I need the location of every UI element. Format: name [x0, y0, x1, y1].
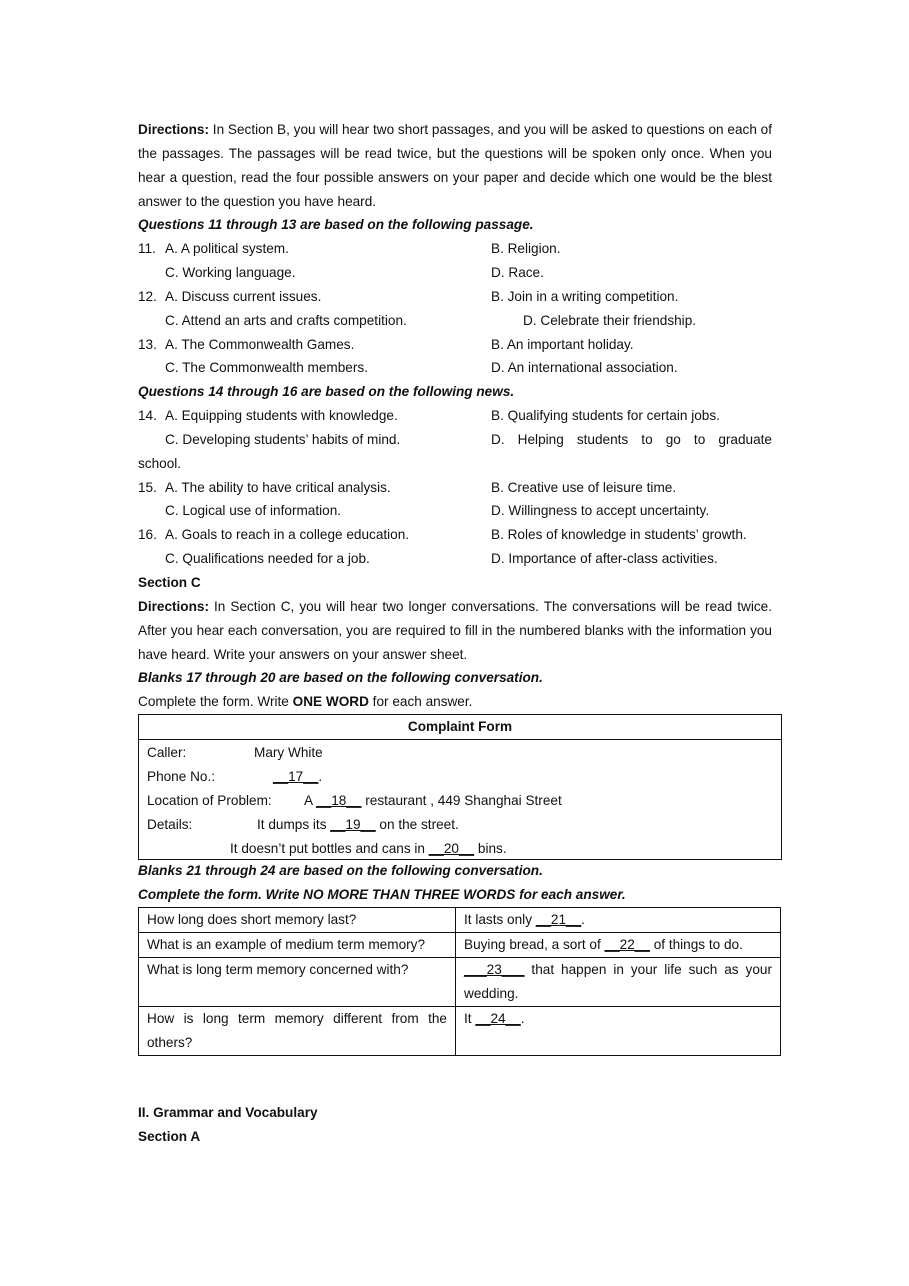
- complaint-form-title: Complaint Form: [139, 715, 781, 740]
- question-cell: What is an example of medium term memory?: [139, 933, 456, 958]
- part-2-section-a: Section A: [138, 1129, 201, 1144]
- part-2-heading: II. Grammar and Vocabulary: [138, 1105, 318, 1120]
- location-value: [304, 789, 562, 813]
- details2-pre: It doesn’t put bottles and cans in: [230, 841, 429, 856]
- question-15-cd: [138, 499, 772, 523]
- option-a: A. Discuss current issues.: [165, 289, 322, 304]
- caller-label: Caller:: [147, 745, 187, 760]
- question-15: [138, 476, 772, 500]
- question-16: [138, 523, 772, 547]
- question-16-cd: [138, 547, 772, 571]
- blank-20: __20__: [428, 841, 475, 856]
- option-a: A. A political system.: [165, 241, 289, 256]
- answer-post: of things to do.: [649, 937, 743, 952]
- blank-19: __19__: [330, 817, 376, 832]
- question-11-cd: [138, 261, 772, 285]
- option-a: A. The Commonwealth Games.: [165, 337, 355, 352]
- question-13-cd: [138, 356, 772, 380]
- option-b: B. Roles of knowledge in students’ growth.: [491, 527, 747, 542]
- table-row: [139, 908, 781, 933]
- option-c: C. Qualifications needed for a job.: [165, 551, 370, 566]
- location-pre: A: [304, 793, 317, 808]
- table-row: [139, 1007, 781, 1056]
- form-instruction-1: [138, 690, 472, 714]
- blank-18: __18__: [316, 793, 362, 808]
- blank-24: __24__: [475, 1011, 521, 1026]
- question-13: [138, 333, 772, 357]
- group1-title: Questions 11 through 13 are based on the following passage.: [138, 217, 534, 232]
- group2-title: Questions 14 through 16 are based on the following news.: [138, 384, 515, 399]
- question-number: 11.: [138, 241, 156, 256]
- answer-cell: [456, 1007, 781, 1056]
- directions-text: In Section C, you will hear two longer conversations. The conversations will be read twice. After you hear each conversation, you are required to fill in the numbered blanks with the information you have heard. Write your answers on your answer sheet.: [138, 599, 772, 662]
- blank-23: ___23___: [464, 962, 525, 977]
- question-number: 12.: [138, 289, 157, 304]
- blanks2-title: Blanks 21 through 24 are based on the following conversation.: [138, 863, 543, 878]
- question-11: [138, 237, 772, 261]
- question-number: 14.: [138, 408, 157, 423]
- location-post: restaurant , 449 Shanghai Street: [361, 793, 562, 808]
- option-d: D. An international association.: [491, 360, 678, 375]
- details-line-1: [257, 813, 459, 837]
- option-d: D. Importance of after-class activities.: [491, 551, 718, 566]
- answer-cell: [456, 933, 781, 958]
- option-d-continued: school.: [138, 456, 182, 471]
- answer-cell: [456, 958, 781, 1007]
- option-a: A. Equipping students with knowledge.: [165, 408, 398, 423]
- directions-text: In Section B, you will hear two short passages, and you will be asked to questions on each of the passages. The passages will be read twice, but the questions will be spoken only once. When you hear a question, read the four possible answers on your paper and decide which one would be the blest answer to the question you have heard.: [138, 122, 772, 209]
- option-d: D. Race.: [491, 265, 544, 280]
- question-14: [138, 404, 772, 428]
- details-line-2: [230, 837, 507, 861]
- question-12-cd: [138, 309, 772, 333]
- option-b: B. Creative use of leisure time.: [491, 480, 677, 495]
- question-number: 15.: [138, 480, 157, 495]
- question-number: 16.: [138, 527, 157, 542]
- option-d: D. Celebrate their friendship.: [523, 313, 697, 328]
- instruction-text: Complete the form. Write: [138, 694, 293, 709]
- option-d: D. Helping students to go to graduate: [491, 432, 772, 447]
- phone-end: .: [318, 769, 323, 784]
- option-c: C. The Commonwealth members.: [165, 360, 368, 375]
- complaint-form: [138, 714, 782, 860]
- option-c: C. Logical use of information.: [165, 503, 342, 518]
- details-label: Details:: [147, 817, 193, 832]
- option-b: B. Join in a writing competition.: [491, 289, 679, 304]
- question-cell: How is long term memory different from the others?: [139, 1007, 456, 1056]
- blank-21: __21__: [535, 912, 582, 927]
- section-b-directions: [138, 118, 772, 214]
- complaint-form-body: [139, 740, 781, 860]
- blank-22: __22__: [604, 937, 650, 952]
- question-cell: What is long term memory concerned with?: [139, 958, 456, 1007]
- option-a: A. Goals to reach in a college education.: [165, 527, 410, 542]
- answer-cell: [456, 908, 781, 933]
- details2-post: bins.: [474, 841, 507, 856]
- location-label: Location of Problem:: [147, 793, 272, 808]
- section-c-directions: [138, 595, 772, 667]
- option-d: D. Willingness to accept uncertainty.: [491, 503, 710, 518]
- question-cell: How long does short memory last?: [139, 908, 456, 933]
- answer-post: that happen in your life such as your wedding.: [464, 962, 772, 1001]
- option-c: C. Attend an arts and crafts competition.: [165, 313, 407, 328]
- memory-table: [138, 907, 781, 1056]
- caller-value: Mary White: [254, 745, 323, 760]
- answer-pre: Buying bread, a sort of: [464, 937, 605, 952]
- answer-post: .: [581, 912, 585, 927]
- option-a: A. The ability to have critical analysis.: [165, 480, 391, 495]
- table-row: [139, 933, 781, 958]
- option-b: B. Religion.: [491, 241, 561, 256]
- option-c: C. Working language.: [165, 265, 296, 280]
- option-c: C. Developing students’ habits of mind.: [165, 432, 401, 447]
- blank-17: __17__: [273, 769, 319, 784]
- details1-post: on the street.: [375, 817, 459, 832]
- option-b: B. Qualifying students for certain jobs.: [491, 408, 720, 423]
- question-number: 13.: [138, 337, 157, 352]
- form-instruction-2: Complete the form. Write NO MORE THAN THREE WORDS for each answer.: [138, 887, 626, 902]
- answer-pre: It: [464, 1011, 476, 1026]
- blanks1-title: Blanks 17 through 20 are based on the following conversation.: [138, 670, 543, 685]
- option-b: B. An important holiday.: [491, 337, 634, 352]
- directions-label: Directions:: [138, 599, 210, 614]
- phone-value: [273, 765, 322, 789]
- answer-pre: It lasts only: [464, 912, 536, 927]
- question-14-cd: [138, 428, 772, 452]
- question-12: [138, 285, 772, 309]
- answer-post: .: [520, 1011, 525, 1026]
- details1-pre: It dumps its: [257, 817, 331, 832]
- instruction-emphasis: ONE WORD: [292, 694, 369, 709]
- table-row: [139, 958, 781, 1007]
- instruction-text-end: for each answer.: [368, 694, 473, 709]
- directions-label: Directions:: [138, 122, 210, 137]
- question-14-d-continued: [138, 452, 772, 476]
- phone-label: Phone No.:: [147, 769, 216, 784]
- section-c-heading: Section C: [138, 575, 201, 590]
